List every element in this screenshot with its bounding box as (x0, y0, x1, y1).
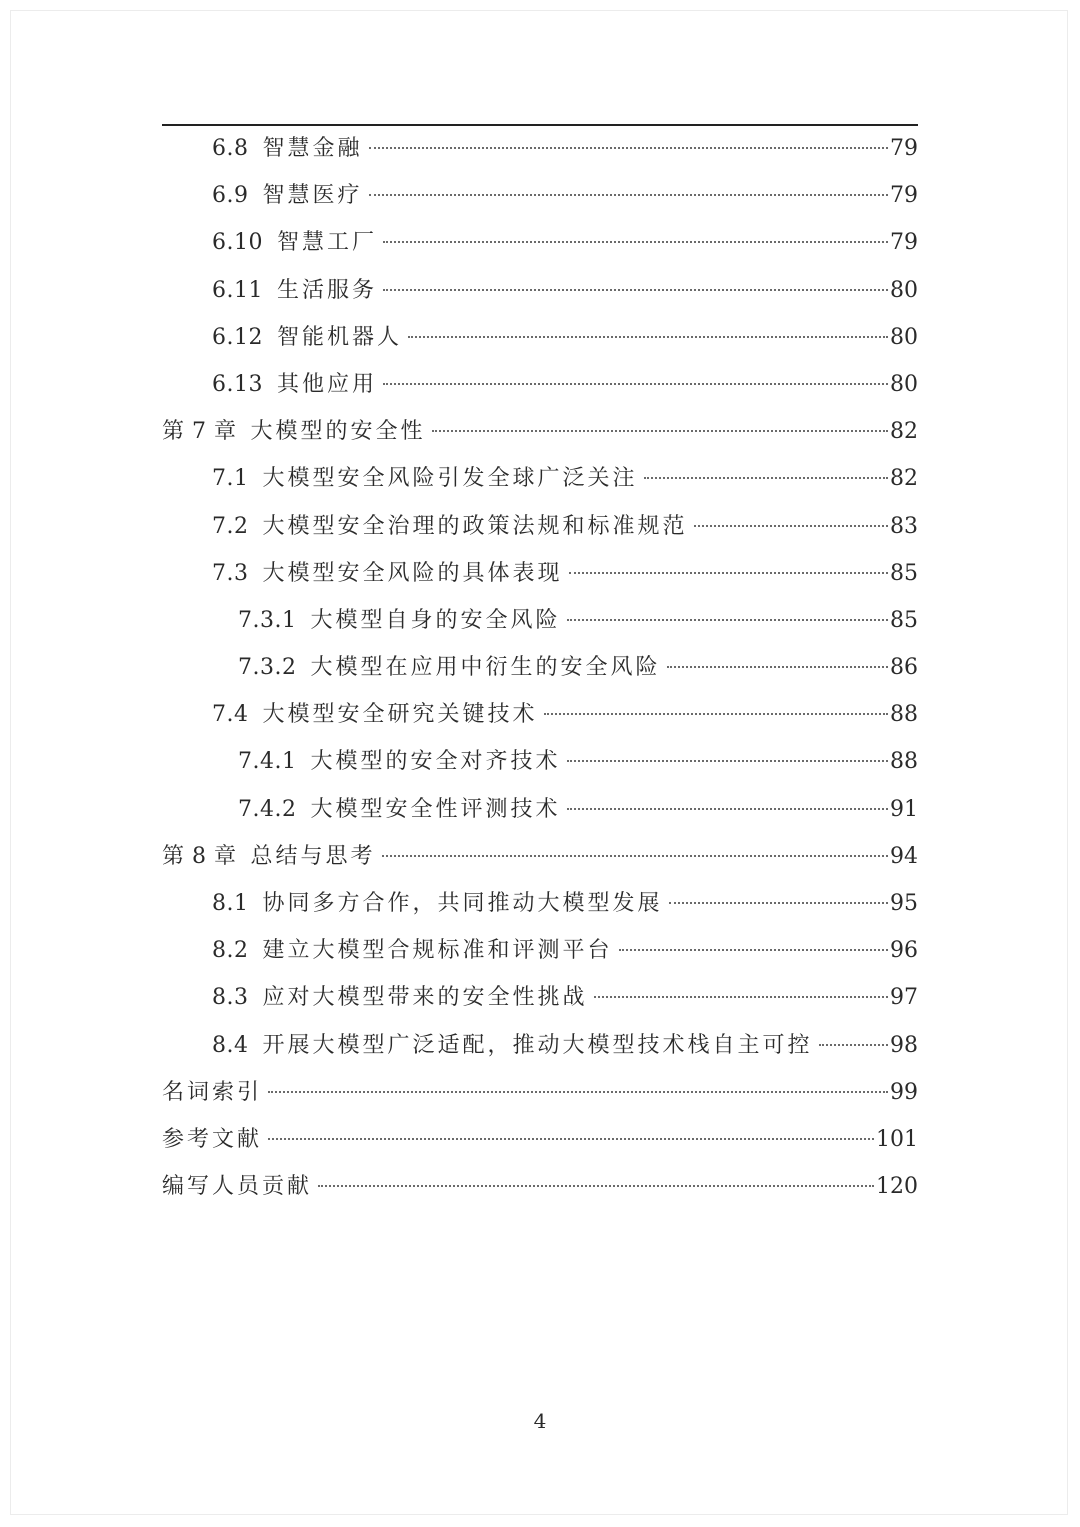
dot-leader (383, 383, 888, 385)
toc-entry[interactable] (162, 503, 918, 550)
toc-entry-title: 应对大模型带来的安全性挑战 (262, 985, 588, 1011)
dot-leader (667, 666, 889, 668)
dot-leader (432, 430, 889, 432)
dot-leader (383, 241, 888, 243)
toc-entry[interactable] (162, 1116, 918, 1163)
table-of-contents (162, 125, 918, 1210)
dot-leader (594, 996, 888, 998)
toc-entry-title: 大模型安全性评测技术 (310, 796, 561, 822)
toc-entry-title: 协同多方合作，共同推动大模型发展 (262, 891, 663, 916)
toc-entry-number: 6.13 (212, 371, 263, 397)
toc-entry[interactable] (162, 880, 918, 927)
toc-entry-page: 82 (890, 419, 918, 445)
dot-leader (268, 1091, 888, 1093)
dot-leader (569, 572, 888, 574)
toc-entry[interactable] (162, 125, 918, 172)
toc-entry[interactable] (162, 267, 918, 314)
toc-entry[interactable] (162, 408, 918, 455)
toc-entry[interactable] (162, 974, 918, 1021)
toc-entry-page: 88 (890, 749, 918, 775)
toc-entry-page: 82 (890, 466, 918, 492)
toc-entry[interactable] (162, 738, 918, 785)
toc-entry-title: 大模型在应用中衍生的安全风险 (310, 655, 661, 681)
toc-entry-title: 生活服务 (276, 277, 377, 303)
toc-entry-page: 80 (890, 371, 918, 397)
toc-entry-page: 83 (890, 513, 918, 539)
toc-entry-number: 6.12 (212, 324, 263, 350)
toc-entry-number: 8.2 (212, 938, 249, 964)
toc-entry-number: 7.4.2 (238, 796, 297, 822)
toc-entry[interactable] (162, 455, 918, 502)
toc-entry-title: 建立大模型合规标准和评测平台 (262, 938, 613, 964)
toc-entry-title: 智慧金融 (262, 136, 363, 161)
toc-entry-page: 79 (890, 136, 918, 161)
dot-leader (567, 808, 889, 810)
dot-leader (669, 902, 888, 904)
toc-entry-page: 86 (890, 655, 918, 681)
toc-entry-title: 大模型安全研究关键技术 (262, 702, 538, 728)
toc-entry-number: 7.3.2 (238, 655, 297, 681)
toc-entry-title: 智慧医疗 (262, 183, 363, 209)
toc-entry-title: 大模型安全治理的政策法规和标准规范 (262, 513, 688, 539)
toc-entry-title: 其他应用 (276, 371, 377, 397)
toc-entry-title: 参考文献 (162, 1126, 263, 1152)
dot-leader (567, 619, 889, 621)
toc-entry-page: 91 (890, 796, 918, 822)
toc-entry-page: 88 (890, 702, 918, 728)
toc-entry[interactable] (162, 550, 918, 597)
toc-entry[interactable] (162, 1163, 918, 1210)
toc-entry-number: 7.4 (212, 702, 249, 728)
toc-entry[interactable] (162, 1022, 918, 1069)
toc-entry-page: 101 (876, 1126, 918, 1152)
toc-entry-title: 智能机器人 (276, 324, 402, 350)
toc-entry-page: 85 (890, 607, 918, 633)
toc-entry-number: 6.8 (212, 136, 249, 161)
toc-entry[interactable] (162, 927, 918, 974)
toc-entry[interactable] (162, 172, 918, 219)
toc-entry-page: 79 (890, 183, 918, 209)
toc-entry-title: 编写人员贡献 (162, 1174, 313, 1200)
toc-entry-number: 第 7 章 (162, 419, 237, 445)
dot-leader (369, 147, 888, 149)
toc-entry-number: 6.10 (212, 230, 263, 256)
dot-leader (619, 949, 888, 951)
toc-entry-number: 7.3.1 (238, 607, 297, 633)
dot-leader (644, 477, 888, 479)
toc-entry-title: 大模型的安全性 (250, 419, 426, 445)
toc-entry-number: 8.1 (212, 891, 249, 916)
toc-entry[interactable] (162, 833, 918, 880)
toc-entry-title: 大模型安全风险的具体表现 (262, 560, 563, 586)
toc-entry-page: 99 (890, 1079, 918, 1105)
toc-entry[interactable] (162, 691, 918, 738)
toc-entry[interactable] (162, 314, 918, 361)
toc-entry-page: 96 (890, 938, 918, 964)
toc-entry-title: 总结与思考 (250, 843, 376, 869)
toc-entry-title: 名词索引 (162, 1079, 263, 1105)
toc-entry-page: 98 (890, 1032, 918, 1058)
dot-leader (819, 1044, 888, 1046)
toc-entry-number: 7.3 (212, 560, 249, 586)
toc-entry[interactable] (162, 597, 918, 644)
toc-entry-number: 8.3 (212, 985, 249, 1011)
toc-entry-title: 大模型的安全对齐技术 (310, 749, 561, 775)
toc-entry-page: 79 (890, 230, 918, 256)
toc-entry-page: 94 (890, 843, 918, 869)
dot-leader (383, 289, 888, 291)
toc-entry-number: 7.1 (212, 466, 249, 492)
dot-leader (369, 194, 888, 196)
dot-leader (408, 336, 888, 338)
toc-entry-title: 开展大模型广泛适配，推动大模型技术栈自主可控 (262, 1032, 813, 1058)
toc-entry[interactable] (162, 219, 918, 266)
dot-leader (268, 1138, 874, 1140)
page-number: 4 (533, 1409, 547, 1433)
toc-entry-page: 85 (890, 560, 918, 586)
toc-entry-page: 120 (876, 1174, 918, 1200)
toc-entry-title: 大模型自身的安全风险 (310, 607, 561, 633)
toc-entry[interactable] (162, 361, 918, 408)
toc-entry-number: 6.11 (212, 277, 263, 303)
toc-entry-page: 97 (890, 985, 918, 1011)
toc-entry[interactable] (162, 1069, 918, 1116)
toc-entry-page: 80 (890, 324, 918, 350)
toc-entry-number: 7.4.1 (238, 749, 297, 775)
toc-entry-number: 7.2 (212, 513, 249, 539)
toc-entry-title: 大模型安全风险引发全球广泛关注 (262, 466, 638, 492)
dot-leader (694, 525, 888, 527)
toc-entry[interactable] (162, 644, 918, 691)
dot-leader (544, 713, 888, 715)
toc-entry-page: 95 (890, 891, 918, 916)
toc-entry-page: 80 (890, 277, 918, 303)
toc-entry-number: 第 8 章 (162, 843, 237, 869)
toc-entry-number: 8.4 (212, 1032, 249, 1058)
toc-entry-title: 智慧工厂 (276, 230, 377, 256)
dot-leader (567, 760, 889, 762)
toc-entry[interactable] (162, 786, 918, 833)
dot-leader (318, 1185, 874, 1187)
toc-entry-number: 6.9 (212, 183, 249, 209)
dot-leader (382, 855, 889, 857)
